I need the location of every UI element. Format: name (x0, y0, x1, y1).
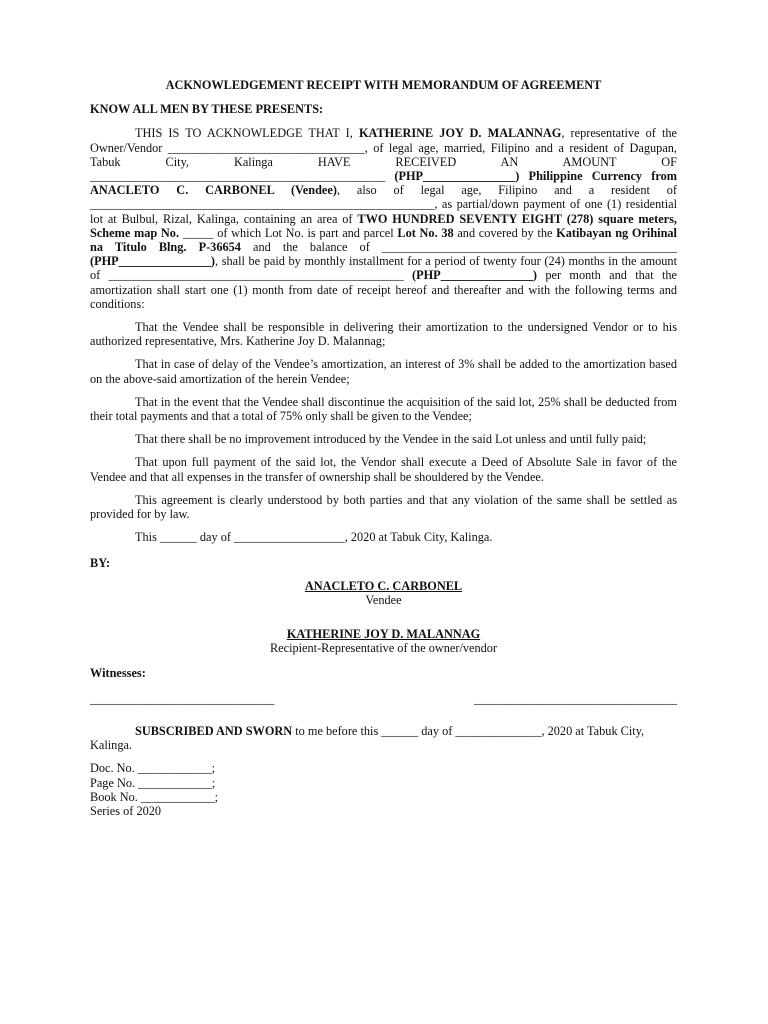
doc-no: Doc. No. ____________; (90, 761, 216, 776)
intro-text-2: , representative of the Owner/Vendor ________________________________, of legal age, married, Filipino and a resident of Dagupan, Tabuk City, Kalinga HAVE RECEIVED AN AMOUNT OF ________________________________________________ (90, 126, 677, 184)
intro-text-5: and covered by the (453, 225, 557, 240)
sworn-bold: SUBSCRIBED AND SWORN (135, 723, 293, 738)
amount-vendee-bold: (PHP_______________) Philippine Currency from ANACLETO C. CARBONEL (Vendee) (90, 169, 677, 198)
term-paragraph: This agreement is clearly understood by both parties and that any violation of the same shall be settled as provided for by law. (90, 492, 677, 522)
vendee-role: Vendee (365, 592, 402, 607)
term-paragraph: That upon full payment of the said lot, the Vendor shall execute a Deed of Absolute Sale in favor of the Vendee and that all expenses in the transfer of ownership shall be shouldered by the Vendee. (90, 455, 677, 484)
term-paragraph: That in the event that the Vendee shall discontinue the acquisition of the said lot, 25% shall be deducted from their total payments and that a total of 75% only shall be given to the Vendee; (90, 394, 677, 424)
vendee-name: ANACLETO C. CARBONEL (304, 578, 463, 593)
recipient-name: KATHERINE JOY D. MALANNAG (286, 627, 481, 642)
intro-text-1: THIS IS TO ACKNOWLEDGE THAT I, (135, 126, 359, 141)
sworn-paragraph (90, 724, 677, 752)
intro-text-6: and the balance of ________________________________________________ (240, 240, 677, 255)
intro-text-7: , shall be paid by monthly installment for a period of twenty four (24) months in the amount of ________________________________________________ (90, 254, 677, 283)
book-no: Book No. ____________; (90, 789, 219, 804)
title-number: Katibayan ng Orihinal na Titulo Blng. P-36654 (90, 225, 677, 255)
representative-name: KATHERINE JOY D. MALANNAG (358, 126, 562, 141)
document-page (90, 70, 677, 818)
witness-lines (90, 692, 677, 706)
monthly-php: (PHP_______________) (412, 268, 538, 283)
area-bold: TWO HUNDRED SEVENTY EIGHT (278) square meters, Scheme map No. (90, 211, 677, 240)
notarial-block (90, 761, 677, 818)
intro-text-3: , also of legal age, Filipino and a resident of ________________________________________________________, as partial/down payment of one (1) residential lot at Bulbul, Rizal, Kalinga, containing an area of (90, 183, 677, 226)
intro-text-8: per month and that the amortization shall start one (1) month from date of receipt hereof and thereafter and with the following terms and conditions: (90, 268, 677, 311)
lot-number: Lot No. 38 (397, 225, 454, 240)
witness-line-2: _________________________________ (474, 691, 677, 706)
know-all-heading: KNOW ALL MEN BY THESE PRESENTS: (90, 102, 324, 117)
page-no: Page No. ____________; (90, 775, 216, 790)
sworn-text: to me before this ______ day of ______________, 2020 at Tabuk City, Kalinga. (90, 723, 645, 753)
witnesses-label: Witnesses: (90, 665, 146, 680)
intro-paragraph (90, 126, 677, 311)
term-paragraph: That the Vendee shall be responsible in delivering their amortization to the undersigned Vendor or to his authorized representative, Mrs. Katherine Joy D. Malannag; (90, 320, 677, 349)
recipient-signature-block (90, 627, 677, 655)
term-paragraph: That in case of delay of the Vendee’s amortization, an interest of 3% shall be added to the amortization based on the above-said amortization of the herein Vendee; (90, 357, 677, 386)
vendee-signature-block (90, 579, 677, 607)
by-label: BY: (90, 556, 111, 571)
document-title: ACKNOWLEDGEMENT RECEIPT WITH MEMORANDUM OF AGREEMENT (165, 78, 602, 92)
intro-text-4: _____ of which Lot No. is part and parcel (179, 225, 398, 240)
witness-line-1: ______________________________ (90, 691, 275, 706)
recipient-role: Recipient-Representative of the owner/vendor (269, 641, 498, 656)
date-line: This ______ day of __________________, 2020 at Tabuk City, Kalinga. (135, 530, 493, 545)
series: Series of 2020 (90, 803, 162, 818)
balance-php: (PHP_______________) (90, 254, 216, 269)
term-paragraph: That there shall be no improvement introduced by the Vendee in the said Lot unless and until fully paid; (135, 432, 647, 447)
